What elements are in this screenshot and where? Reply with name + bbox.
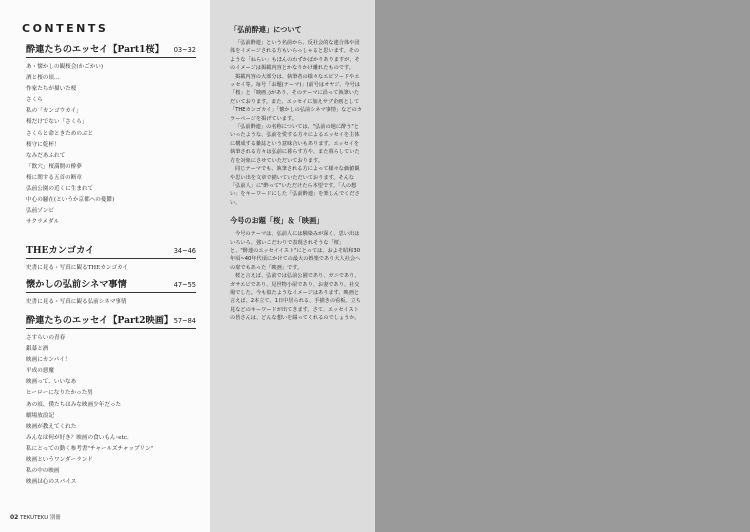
article-column — [230, 24, 362, 323]
section-title — [26, 44, 196, 58]
contents-item: 中心の騒在(というか京都への憂鬱) — [26, 197, 115, 204]
contents-item: みんなは何が好き？映画の食いもん･etc. — [26, 434, 129, 441]
contents-item: 私にとっての動く参考書"チャールズチャップリン" — [26, 445, 154, 452]
contents-item: 桜守に乾杯！ — [26, 141, 60, 148]
contents-item: 銀幕と酒 — [26, 346, 49, 353]
contents-section — [26, 279, 196, 308]
contents-item: 桜に関する五首の断章 — [26, 174, 82, 181]
contents-item: 桜だけでない「さくら」 — [26, 119, 88, 126]
section-pages: 47~55 — [173, 281, 196, 289]
contents-section — [26, 315, 196, 488]
contents-item: 弘前ゾンビ — [26, 208, 54, 215]
contents-item: なみだあふれて — [26, 152, 66, 159]
article-paragraph: 掲載内容の大部分は、執筆者の様々なエピソードやエッセイ等。毎号「お題(テーマ)」(前号はオヤジ、今号は「桜」と「映画」)があり、そのテーマに沿って執筆いただいております。また、エッセイに加えサブ企画として「THEカンゴカイ」「懐かしの弘前シネマ事情」などのカラーページを掲げています。 — [230, 73, 362, 122]
contents-item: 劇場放浪記 — [26, 412, 54, 419]
contents-item: あの頃、僕たちはみな映画少年だった — [26, 401, 122, 408]
section-items — [26, 263, 196, 274]
article-paragraph: 桜と言えば、弘前では弘前公園であり、ガニであり、ガサエビであり、見世物小屋であり、お妻であり、社交場でした。今も似たようなイメージはあります。映画と言えば、2本立て、1日中居られる、手描きの看板、立ち見などのキーワードが出てきます。さて、エッセイストの皆さんは、どんな想いを綴ってくれるのでしょうか。 — [230, 273, 361, 322]
contents-item: 映画というワンダーランド — [26, 457, 93, 464]
contents-item: 「飲穴」桜満開の酔夢 — [26, 163, 82, 170]
contents-page — [0, 0, 210, 532]
blank-gray-page — [375, 0, 750, 532]
section-pages: 57~84 — [173, 317, 196, 325]
contents-item: 私の中の映画 — [26, 468, 60, 475]
contents-item: 私の「カンゴウカイ」 — [26, 108, 82, 115]
section-title-text: THEカンゴカイ — [26, 245, 95, 256]
contents-item: 映画が教えてくれた — [26, 423, 77, 430]
section-items — [26, 297, 196, 308]
contents-item: 映画は心のスパイス — [26, 479, 77, 486]
section-items — [26, 333, 196, 488]
article-heading-about: 「弘前酔連」について — [230, 25, 302, 34]
contents-item: ヒーローになりたかった男 — [26, 390, 93, 397]
contents-item: サクラメダル — [26, 219, 60, 226]
article-paragraph: 同じテーマでも、執筆される方によって様々な価値観や思い出を文章で描いていただいております。そんな「弘前人」に"酔って"いただけたら本望です。「人の想い」をキーワードにした「弘前酔連」を楽しんでください。 — [230, 166, 360, 206]
article-paragraph: 「弘前酔連」という名前から、反社会的な連合体や団体をイメージされる方もいらっしゃると思います。そのような「ねらい」もほんのわずかばかりありますが、そのイメージは掲載内容とかなりかけ離れたものです。 — [230, 40, 360, 72]
article-body-about — [230, 39, 362, 207]
section-pages: 34~46 — [173, 247, 196, 255]
contents-heading: CONTENTS — [22, 22, 109, 35]
article-heading-theme: 今号のお題「桜」＆「映画」 — [230, 216, 324, 226]
page-number: 02 — [10, 514, 19, 521]
contents-item: 映画にカンパイ！ — [26, 357, 71, 364]
contents-item: 弘前公園の近くに生まれて — [26, 186, 94, 193]
contents-item: 平成の悪魔 — [26, 368, 54, 375]
contents-item: さくらと命ときためのぶと — [26, 130, 94, 137]
article-body-theme — [230, 230, 362, 322]
contents-item: あ・懐かしの観桜会(かごかい) — [26, 64, 104, 70]
section-items — [26, 62, 196, 228]
section-title — [26, 315, 196, 329]
article-paragraph: 今号のテーマは、弘前人には馴染みが深く、思い出はいろいろ、強いこだわりで表現されそうな「桜」と、"酔連のエッセイイスト"にとっては、およそ昭和30年頃~40年代頃にかけての最大の娯楽であり大人社会への扉でもあった「映画」です。 — [230, 231, 361, 271]
contents-section — [26, 245, 196, 274]
section-title-text: 懐かしの弘前シネマ事情 — [26, 279, 127, 290]
contents-item: 映画って、いいなあ — [26, 379, 77, 386]
section-title — [26, 245, 196, 259]
contents-item: 史書に見る・写真に観るTHEカンゴカイ — [26, 265, 129, 271]
contents-section — [26, 44, 196, 228]
article-paragraph: 「弘前酔連」の名称については、"弘前の地に酔う"といったような、弘前を愛する方々によるエッセイを主体に構成する雑誌という意味合いもあります。エッセイを執筆される方々は弘前に暮らす方や、また暮らしていた方を対象にさせていただいております。 — [230, 124, 360, 164]
contents-item: さくら — [26, 97, 43, 104]
contents-item: 作家たちが描いた桜 — [26, 86, 77, 93]
section-pages: 03~32 — [173, 46, 196, 54]
section-title-text: 酔連たちのエッセイ【Part2映画】 — [26, 315, 174, 326]
page-footer — [10, 513, 61, 521]
section-title — [26, 279, 196, 293]
contents-item: 酒と桜の頃… — [26, 75, 60, 82]
contents-item: 史書に見る・写真に観る弘前シネマ事情 — [26, 299, 127, 305]
footer-label: TEKUTEKU 別冊 — [20, 515, 61, 521]
contents-item: さすらいの青春 — [26, 335, 66, 341]
section-title-text: 酔連たちのエッセイ【Part1桜】 — [26, 44, 164, 55]
